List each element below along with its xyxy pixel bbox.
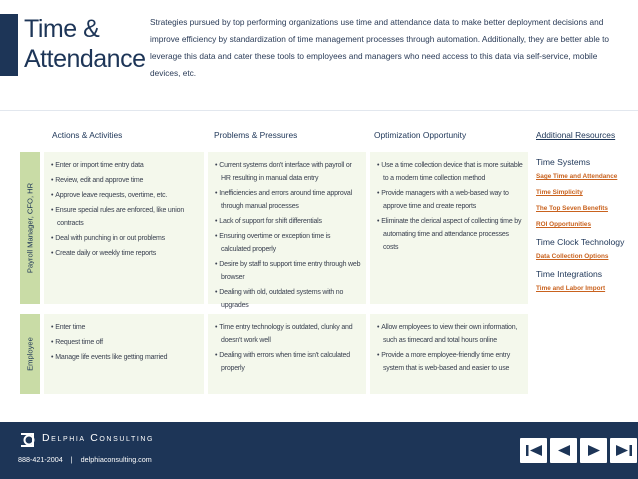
column-header-actions: Actions & Activities <box>52 130 123 140</box>
previous-page-icon <box>555 444 573 457</box>
link-data-collection-options[interactable]: Data Collection Options <box>536 253 609 260</box>
link-sage-time-and-attendance[interactable]: Sage Time and Attendance <box>536 173 618 180</box>
footer <box>0 422 638 479</box>
link-time-and-labor-import[interactable]: Time and Labor Import <box>536 285 606 292</box>
title-accent-bar <box>0 14 18 76</box>
page-title-line-1: Time & <box>24 15 100 43</box>
cell-payroll-actions <box>44 152 204 304</box>
list-item: • Manage life events like getting married <box>49 351 199 364</box>
list-item: • Enter time <box>49 321 199 334</box>
list-item: • Deal with punching in or out problems <box>49 232 199 245</box>
first-page-button[interactable] <box>520 438 547 463</box>
row-label-employee <box>20 314 40 394</box>
list-item: • Create daily or weekly time reports <box>49 247 199 260</box>
list-payroll-problems <box>213 159 361 312</box>
title-area <box>0 0 146 98</box>
list-item: • Request time off <box>49 336 199 349</box>
header-divider <box>0 110 638 111</box>
list-payroll-optimization <box>375 159 523 254</box>
link-top-seven-benefits[interactable]: The Top Seven Benefits <box>536 205 608 212</box>
row-label-employee-text: Employee <box>25 337 35 371</box>
list-item: • Use a time collection device that is more suitable to a modern time collection method <box>375 159 523 185</box>
last-page-icon <box>615 444 633 457</box>
next-page-icon <box>585 444 603 457</box>
list-item: • Enter or import time entry data <box>49 159 199 172</box>
intro-text: Strategies pursued by top performing organizations use time and attendance data to make better deployment decisions and improve efficiency by standardization of time management processes through automation. Additionally, they are better able to leverage this data and cater these tools to employees and managers who need access to this data via self-service, mobile devices, etc. <box>150 17 610 78</box>
list-item: • Dealing with errors when time isn't calculated properly <box>213 349 361 375</box>
list-item: • Desire by staff to support time entry through web browser <box>213 258 361 284</box>
list-item: • Ensure special rules are enforced, like union contracts <box>49 204 199 230</box>
cell-payroll-optimization <box>370 152 528 304</box>
list-employee-actions <box>49 321 199 364</box>
list-item: • Eliminate the clerical aspect of collecting time by automating time and attendance processes costs <box>375 215 523 254</box>
list-item: • Review, edit and approve time <box>49 174 199 187</box>
row-label-payroll <box>20 152 40 304</box>
list-payroll-actions <box>49 159 199 260</box>
column-header-resources: Additional Resources <box>536 130 616 140</box>
list-item: • Inefficiencies and errors around time approval through manual processes <box>213 187 361 213</box>
delphia-logo-icon <box>18 432 38 448</box>
page-title <box>24 14 146 74</box>
last-page-button[interactable] <box>610 438 637 463</box>
cell-employee-actions <box>44 314 204 394</box>
previous-page-button[interactable] <box>550 438 577 463</box>
list-item: • Provide a more employee-friendly time entry system that is web-based and easier to use <box>375 349 523 375</box>
list-item: • Provide managers with a web-based way to approve time and create reports <box>375 187 523 213</box>
list-employee-optimization <box>375 321 523 375</box>
resource-heading-time-clock: Time Clock Technology <box>536 237 625 247</box>
list-item: • Time entry technology is outdated, clunky and doesn't work well <box>213 321 361 347</box>
row-label-payroll-text: Payroll Manager, CFO, HR <box>25 182 35 274</box>
additional-resources <box>536 157 632 295</box>
resource-heading-time-integrations: Time Integrations <box>536 269 603 279</box>
column-header-problems: Problems & Pressures <box>214 130 298 140</box>
link-time-simplicity[interactable]: Time Simplicity <box>536 189 583 196</box>
cell-employee-optimization <box>370 314 528 394</box>
contact-line <box>18 455 152 464</box>
resource-heading-time-systems: Time Systems <box>536 157 591 167</box>
list-item: • Dealing with old, outdated systems with no upgrades <box>213 286 361 312</box>
list-item: • Current systems don't interface with payroll or HR resulting in manual data entry <box>213 159 361 185</box>
column-header-optimization: Optimization Opportunity <box>374 130 467 140</box>
cell-employee-problems <box>208 314 366 394</box>
contact-separator: | <box>70 455 73 464</box>
phone-number: 888-421-2004 <box>18 455 63 464</box>
list-employee-problems <box>213 321 361 375</box>
list-item: • Allow employees to view their own information, such as timecard and total hours online <box>375 321 523 347</box>
website-link[interactable]: delphiaconsulting.com <box>80 455 152 464</box>
next-page-button[interactable] <box>580 438 607 463</box>
list-item: • Ensuring overtime or exception time is calculated properly <box>213 230 361 256</box>
list-item: • Approve leave requests, overtime, etc. <box>49 189 199 202</box>
cell-payroll-problems <box>208 152 366 309</box>
brand-name: Delphia Consulting <box>42 432 155 444</box>
page-title-line-2: Attendance <box>24 45 146 73</box>
link-roi-opportunities[interactable]: ROI Opportunities <box>536 221 592 228</box>
list-item: • Lack of support for shift differentials <box>213 215 361 228</box>
first-page-icon <box>525 444 543 457</box>
page-navigation <box>520 438 637 463</box>
